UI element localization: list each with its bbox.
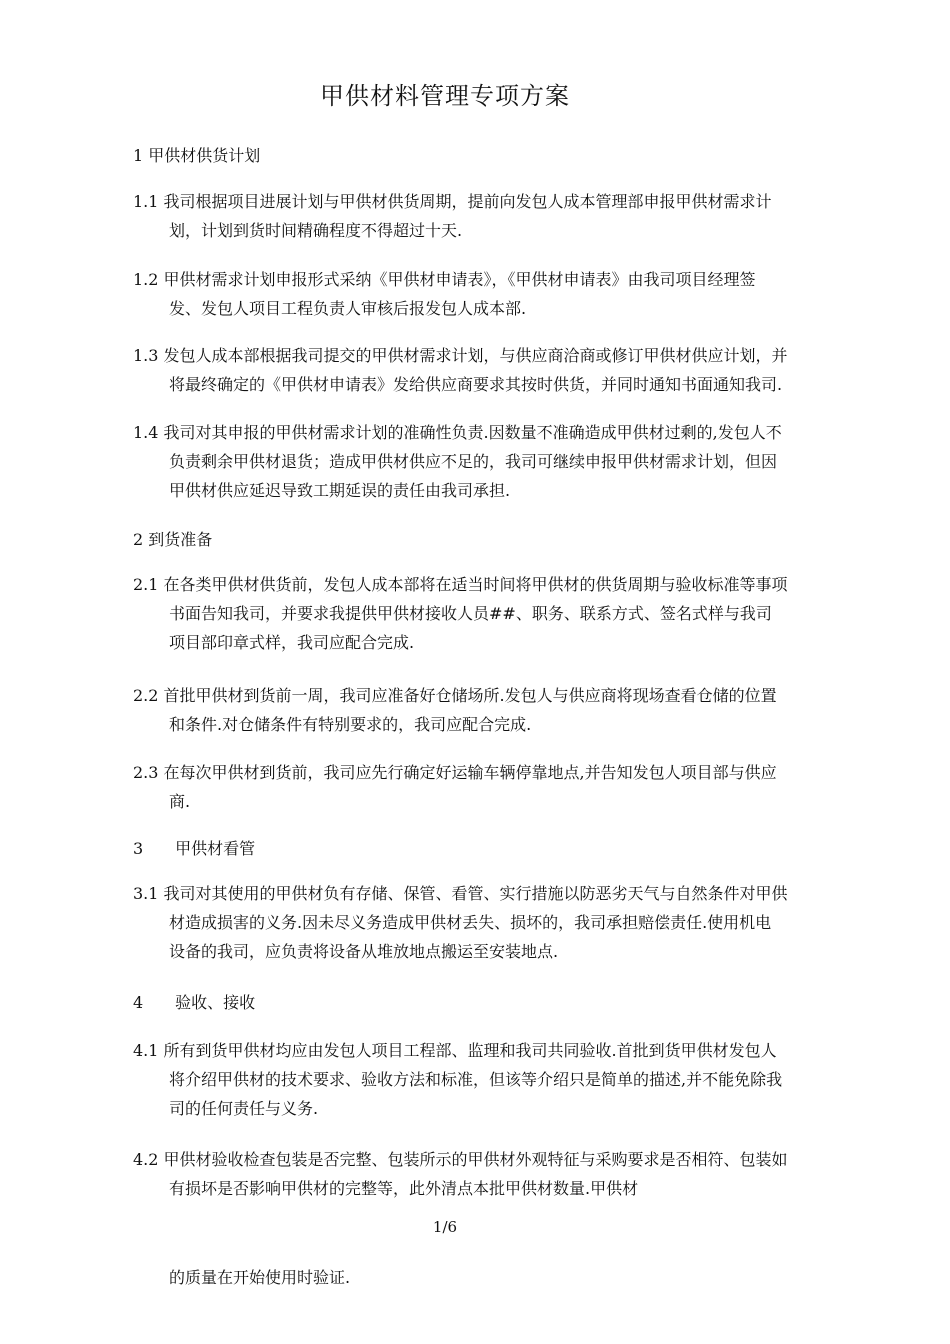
paragraph-line: 1.4 我司对其申报的甲供材需求计划的准确性负责.因数量不准确造成甲供材过剩的,发包人不 — [133, 423, 782, 442]
paragraph-line: 4.1 所有到货甲供材均应由发包人项目工程部、监理和我司共同验收.首批到货甲供材发包人 — [133, 1041, 777, 1060]
section-heading-1: 1 甲供材供货计划 — [133, 146, 261, 165]
paragraph-line: 将介绍甲供材的技术要求、验收方法和标准，但该等介绍只是简单的描述,并不能免除我 — [169, 1070, 783, 1089]
paragraph-line: 司的任何责任与义务. — [169, 1099, 319, 1118]
paragraph-1-2 — [133, 265, 833, 323]
section-heading-3: 3 甲供材看管 — [133, 839, 256, 858]
paragraph-line: 1.2 甲供材需求计划申报形式采纳《甲供材申请表》，《甲供材申请表》由我司项目经理签 — [133, 270, 756, 289]
paragraph-line: 2.2 首批甲供材到货前一周，我司应准备好仓储场所.发包人与供应商将现场查看仓储的位置 — [133, 686, 777, 705]
paragraph-1-3 — [133, 341, 833, 399]
next-page-continuation: 的质量在开始使用时验证. — [169, 1268, 351, 1287]
paragraph-1-4 — [133, 418, 833, 505]
paragraph-line: 划，计划到货时间精确程度不得超过十天. — [169, 221, 463, 240]
paragraph-line: 将最终确定的《甲供材申请表》发给供应商要求其按时供货，并同时通知书面通知我司. — [169, 375, 783, 394]
paragraph-line: 2.1 在各类甲供材供货前，发包人成本部将在适当时间将甲供材的供货周期与验收标准等事项 — [133, 575, 788, 594]
paragraph-3-1 — [133, 879, 833, 966]
section-heading-2: 2 到货准备 — [133, 530, 213, 549]
paragraph-line: 材造成损害的义务.因未尽义务造成甲供材丢失、损坏的，我司承担赔偿责任.使用机电 — [169, 913, 772, 932]
page-number: 1/6 — [432, 1218, 458, 1236]
paragraph-line: 甲供材供应延迟导致工期延误的责任由我司承担. — [169, 481, 511, 500]
paragraph-line: 书面告知我司，并要求我提供甲供材接收人员##、职务、联系方式、签名式样与我司 — [169, 604, 772, 623]
paragraph-line: 设备的我司，应负责将设备从堆放地点搬运至安装地点. — [169, 942, 559, 961]
paragraph-line: 发、发包人项目工程负责人审核后报发包人成本部. — [169, 299, 527, 318]
paragraph-line: 和条件.对仓储条件有特别要求的，我司应配合完成. — [169, 715, 532, 734]
paragraph-line: 负责剩余甲供材退货；造成甲供材供应不足的，我司可继续申报甲供材需求计划，但因 — [169, 452, 778, 471]
paragraph-2-3 — [133, 758, 833, 816]
paragraph-line: 1.3 发包人成本部根据我司提交的甲供材需求计划，与供应商洽商或修订甲供材供应计划，并 — [133, 346, 788, 365]
paragraph-1-1 — [133, 187, 833, 245]
paragraph-line: 商. — [169, 792, 191, 811]
paragraph-line: 项目部印章式样，我司应配合完成. — [169, 633, 415, 652]
paragraph-line: 3.1 我司对其使用的甲供材负有存储、保管、看管、实行措施以防恶劣天气与自然条件对甲供 — [133, 884, 788, 903]
paragraph-line: 4.2 甲供材验收检查包装是否完整、包装所示的甲供材外观特征与采购要求是否相符、包装如 — [133, 1150, 788, 1169]
paragraph-line: 1.1 我司根据项目进展计划与甲供材供货周期，提前向发包人成本管理部申报甲供材需求计 — [133, 192, 772, 211]
section-heading-4: 4 验收、接收 — [133, 993, 256, 1012]
paragraph-line: 有损坏是否影响甲供材的完整等，此外清点本批甲供材数量.甲供材 — [169, 1179, 639, 1198]
paragraph-2-1 — [133, 570, 833, 657]
paragraph-line: 2.3 在每次甲供材到货前，我司应先行确定好运输车辆停靠地点,并告知发包人项目部与供应 — [133, 763, 777, 782]
paragraph-4-1 — [133, 1036, 833, 1123]
paragraph-4-2 — [133, 1145, 833, 1203]
document-title: 甲供材料管理专项方案 — [320, 82, 570, 110]
paragraph-2-2 — [133, 681, 833, 739]
